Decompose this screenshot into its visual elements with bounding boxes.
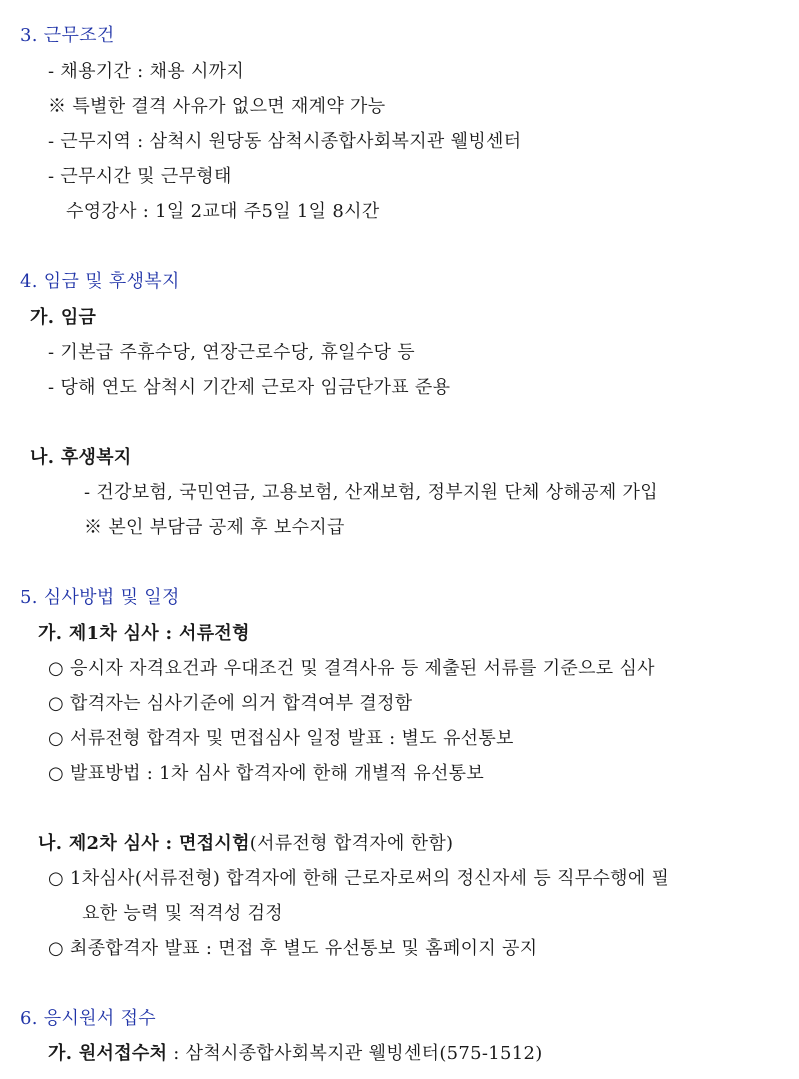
first-screening-item-1: ○ 응시자 자격요건과 우대조건 및 결격사유 등 제출된 서류를 기준으로 심사 (48, 658, 655, 679)
deduction-note-line: ※ 본인 부담금 공제 후 보수지급 (84, 517, 345, 538)
first-screening-item-3: ○ 서류전형 합격자 및 면접심사 일정 발표 : 별도 유선통보 (48, 728, 514, 749)
wage-table-line: - 당해 연도 삼척시 기간제 근로자 임금단가표 준용 (48, 377, 451, 398)
application-office-line (48, 1041, 543, 1067)
section-4-heading: 4. 임금 및 후생복지 (20, 271, 180, 292)
application-office-label: 가. 원서접수처 (48, 1043, 168, 1064)
section-5-heading: 5. 심사방법 및 일정 (20, 587, 180, 608)
first-screening-subheading: 가. 제1차 심사 : 서류전형 (38, 623, 250, 644)
second-screening-title: 나. 제2차 심사 : 면접시험 (38, 833, 250, 854)
welfare-subheading: 나. 후생복지 (30, 447, 132, 468)
insurance-line: - 건강보험, 국민연금, 고용보험, 산재보험, 정부지원 단체 상해공제 가입 (84, 482, 658, 503)
application-office-value: : 삼척시종합사회복지관 웰빙센터(575-1512) (167, 1043, 543, 1064)
first-screening-item-4: ○ 발표방법 : 1차 심사 합격자에 한해 개별적 유선통보 (48, 763, 485, 784)
employment-period-line: - 채용기간 : 채용 시까지 (48, 61, 245, 82)
section-3-heading: 3. 근무조건 (20, 25, 115, 46)
wage-subheading: 가. 임금 (30, 307, 97, 328)
work-location-line: - 근무지역 : 삼척시 원당동 삼척시종합사회복지관 웰빙센터 (48, 131, 522, 152)
swim-instructor-schedule-line: 수영강사 : 1일 2교대 주5일 1일 8시간 (66, 201, 380, 222)
second-screening-subheading (38, 831, 453, 857)
renewal-note-line: ※ 특별한 결격 사유가 없으면 재계약 가능 (48, 96, 386, 117)
section-6-heading: 6. 응시원서 접수 (20, 1008, 156, 1029)
second-screening-qualifier: (서류전형 합격자에 한함) (249, 833, 454, 854)
work-hours-heading-line: - 근무시간 및 근무형태 (48, 166, 232, 187)
second-screening-item-1-continued: 요한 능력 및 적격성 검정 (82, 903, 283, 924)
second-screening-item-2: ○ 최종합격자 발표 : 면접 후 별도 유선통보 및 홈페이지 공지 (48, 938, 538, 959)
wage-items-line: - 기본급 주휴수당, 연장근로수당, 휴일수당 등 (48, 342, 415, 363)
second-screening-item-1: ○ 1차심사(서류전형) 합격자에 한해 근로자로써의 정신자세 등 직무수행에 필 (48, 868, 670, 889)
first-screening-item-2: ○ 합격자는 심사기준에 의거 합격여부 결정함 (48, 693, 413, 714)
